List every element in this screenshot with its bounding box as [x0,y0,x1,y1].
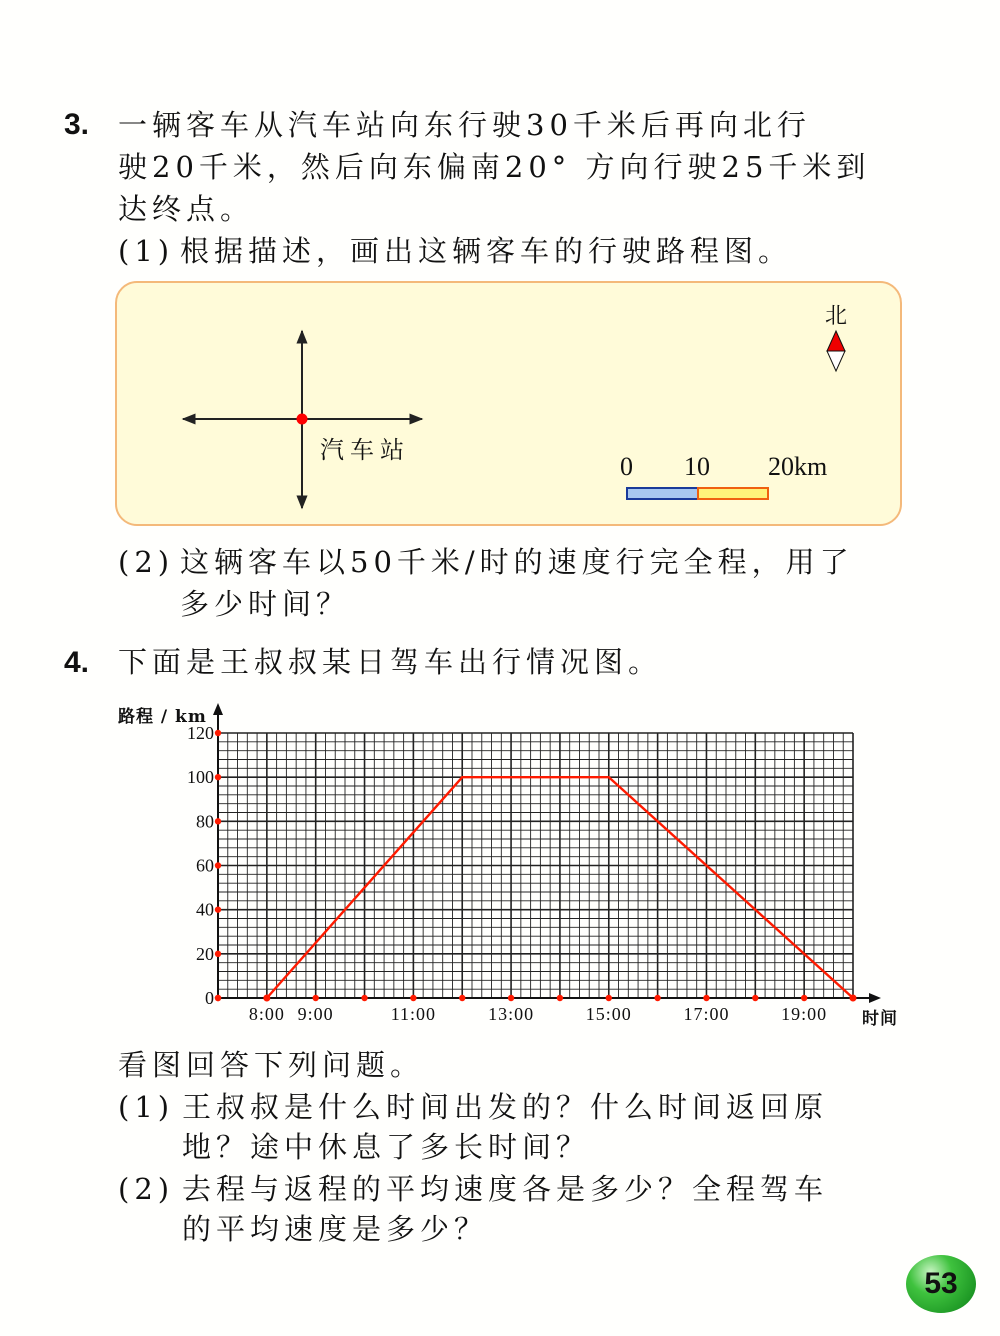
problem-3-number: 3. [64,108,90,141]
x-tick-label: 15:00 [585,1004,632,1024]
problem-4-sub2-label: (2) [118,1172,175,1206]
x-tick-dot [654,995,660,1001]
problem-3-sub1-text: 根据描述，画出这辆客车的行驶路程图。 [180,234,793,268]
x-tick-dot [752,995,758,1001]
problem-4-number: 4. [64,646,90,679]
series-point [850,995,857,1002]
x-tick-dot [264,995,270,1001]
x-tick-dot [410,995,416,1001]
y-tick-label: 80 [196,811,214,832]
problem-4-sub2-line-1: 去程与返程的平均速度各是多少？全程驾车 [182,1172,829,1206]
problem-3-sub2-line-1: 这辆客车以50千米/时的速度行完全程，用了 [180,545,854,579]
problem-4-instruction: 看图回答下列问题。 [118,1048,425,1082]
y-tick-dot [215,951,221,957]
y-tick-dot [215,818,221,824]
y-tick-label: 60 [196,855,214,876]
x-tick-label: 13:00 [488,1004,535,1024]
page-number-badge: 53 [906,1255,976,1313]
x-tick-dot [459,995,465,1001]
problem-3-line-3: 达终点。 [118,192,255,226]
y-tick-dot [215,730,221,736]
x-tick-dot [557,995,563,1001]
origin-label: 汽车站 [320,436,410,464]
series-line [267,777,853,998]
x-tick-dot [801,995,807,1001]
x-tick-label: 11:00 [390,1004,437,1024]
x-tick-dot [508,995,514,1001]
scale-label-0: 0 [620,452,633,481]
scale-label-10: 10 [684,452,710,481]
scale-label-20km: 20km [768,452,828,481]
problem-3-sub2-line-2: 多少时间？ [180,587,351,621]
y-tick-dot [215,906,221,912]
y-tick-label: 40 [196,899,214,920]
x-axis-label: 时间 [862,1009,898,1029]
x-tick-dot [312,995,318,1001]
problem-3-line-2: 驶20千米，然后向东偏南20° 方向行驶25千米到 [118,150,871,184]
y-tick-dot [215,774,221,780]
route-map-panel [115,281,902,526]
problem-4-intro: 下面是王叔叔某日驾车出行情况图。 [118,645,663,679]
x-tick-dot [703,995,709,1001]
x-tick-dot [606,995,612,1001]
problem-3-line-1: 一辆客车从汽车站向东行驶30千米后再向北行 [118,108,811,142]
x-tick-label: 17:00 [683,1004,730,1024]
x-tick-label: 9:00 [297,1004,334,1024]
problem-3-sub1-label: (1) [118,234,175,268]
problem-4-sub2-line-2: 的平均速度是多少？ [182,1212,489,1246]
x-tick-dot [361,995,367,1001]
y-tick-label: 100 [187,767,214,788]
x-tick-dot [215,995,221,1001]
problem-4-sub1-line-1: 王叔叔是什么时间出发的？什么时间返回原 [182,1090,829,1124]
series-point [263,995,270,1002]
x-tick-label: 8:00 [248,1004,285,1024]
y-axis-label: 路程 / km [118,707,207,727]
problem-3-sub2-label: (2) [118,545,175,579]
problem-4-sub1-label: (1) [118,1090,175,1124]
north-label: 北 [825,304,853,329]
y-tick-label: 20 [196,943,214,964]
x-tick-label: 19:00 [781,1004,828,1024]
y-axis-arrow-icon [213,703,223,715]
y-tick-label: 0 [205,988,214,1008]
problem-4-sub1-line-2: 地？途中休息了多长时间？ [182,1130,591,1164]
x-tick-dot [850,995,856,1001]
y-tick-dot [215,862,221,868]
y-tick-dot [215,995,221,1001]
y-tick-label: 120 [187,723,214,743]
